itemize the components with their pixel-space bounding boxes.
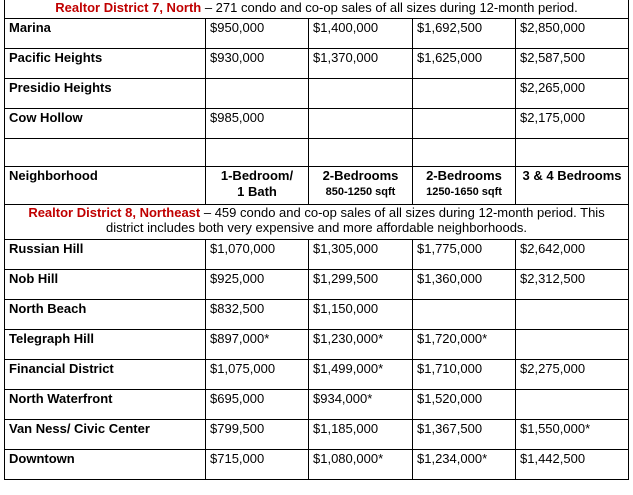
table-row [5,79,629,109]
table-row [5,420,629,450]
district7-name: Realtor District 7, North [55,0,202,15]
table-row [5,19,629,49]
price-cell: $934,000* [309,390,413,420]
empty-cell [5,139,206,167]
neighborhood-cell: North Beach [5,300,206,330]
price-cell: $1,230,000* [309,330,413,360]
price-cell: $1,625,000 [413,49,516,79]
header-col4-line1: 3 & 4 Bedrooms [522,168,622,183]
empty-cell [516,139,629,167]
header-col1 [206,167,309,205]
header-col4 [516,167,629,205]
table-row [5,450,629,480]
neighborhood-cell: Van Ness/ Civic Center [5,420,206,450]
price-cell: $897,000* [206,330,309,360]
district8-title [5,205,629,240]
neighborhood-cell: Telegraph Hill [5,330,206,360]
price-cell: $950,000 [206,19,309,49]
table-row [5,360,629,390]
price-cell: $1,150,000 [309,300,413,330]
table-row [5,330,629,360]
header-col1-line2: 1 Bath [237,184,277,199]
spacer-row [5,139,629,167]
column-header-row [5,167,629,205]
price-cell: $2,850,000 [516,19,629,49]
price-cell: $1,075,000 [206,360,309,390]
table-row [5,270,629,300]
price-cell: $1,710,000 [413,360,516,390]
price-cell: $1,080,000* [309,450,413,480]
price-cell: $1,299,500 [309,270,413,300]
price-cell: $1,720,000* [413,330,516,360]
price-cell: $2,275,000 [516,360,629,390]
header-neighborhood [5,167,206,205]
price-cell: $799,500 [206,420,309,450]
neighborhood-cell: Downtown [5,450,206,480]
neighborhood-cell: Pacific Heights [5,49,206,79]
neighborhood-cell: Marina [5,19,206,49]
price-cell: $2,265,000 [516,79,629,109]
header-col2-line2: 850-1250 sqft [325,186,396,198]
price-cell: $1,775,000 [413,240,516,270]
district7-title [5,0,629,19]
header-col2-line1: 2-Bedrooms [322,168,399,183]
table-row [5,390,629,420]
header-col3-line2: 1250-1650 sqft [426,186,502,198]
price-cell: $1,499,000* [309,360,413,390]
price-cell [206,79,309,109]
empty-cell [413,139,516,167]
district8-description: – 459 condo and co-op sales of all sizes during 12-month period. This district includes both very expensive and more affordable neighborhoods. [105,205,605,235]
price-cell: $832,500 [206,300,309,330]
price-cell: $985,000 [206,109,309,139]
table-row [5,109,629,139]
price-cell: $1,692,500 [413,19,516,49]
district7-title-row [5,0,629,19]
price-cell: $1,185,000 [309,420,413,450]
header-col3-line1: 2-Bedrooms [426,168,502,183]
price-table [4,0,629,480]
price-cell [516,330,629,360]
price-cell: $1,520,000 [413,390,516,420]
header-col1-line1: 1-Bedroom/ [220,168,294,183]
header-neighborhood-label: Neighborhood [9,168,98,183]
price-cell: $2,642,000 [516,240,629,270]
price-cell [516,390,629,420]
price-cell [413,300,516,330]
price-cell: $715,000 [206,450,309,480]
price-cell: $1,360,000 [413,270,516,300]
header-col3 [413,167,516,205]
price-cell: $2,175,000 [516,109,629,139]
neighborhood-cell: Presidio Heights [5,79,206,109]
empty-cell [309,139,413,167]
table-row [5,240,629,270]
price-cell: $930,000 [206,49,309,79]
price-cell: $1,550,000* [516,420,629,450]
price-cell [309,109,413,139]
price-cell: $1,370,000 [309,49,413,79]
price-cell: $1,305,000 [309,240,413,270]
neighborhood-cell: Cow Hollow [5,109,206,139]
price-cell: $925,000 [206,270,309,300]
price-cell: $1,400,000 [309,19,413,49]
header-col2 [309,167,413,205]
neighborhood-cell: Nob Hill [5,270,206,300]
neighborhood-cell: Russian Hill [5,240,206,270]
neighborhood-cell: North Waterfront [5,390,206,420]
price-cell [413,79,516,109]
price-cell: $2,587,500 [516,49,629,79]
price-cell [413,109,516,139]
price-cell: $695,000 [206,390,309,420]
district8-name: Realtor District 8, Northeast [28,205,201,220]
table-row [5,49,629,79]
district8-title-row [5,205,629,240]
price-cell: $1,234,000* [413,450,516,480]
price-cell [516,300,629,330]
price-cell: $1,070,000 [206,240,309,270]
table-row [5,300,629,330]
price-cell: $1,442,500 [516,450,629,480]
district7-description: – 271 condo and co-op sales of all sizes during 12-month period. [201,0,578,15]
neighborhood-cell: Financial District [5,360,206,390]
price-cell: $2,312,500 [516,270,629,300]
price-cell: $1,367,500 [413,420,516,450]
price-cell [309,79,413,109]
empty-cell [206,139,309,167]
